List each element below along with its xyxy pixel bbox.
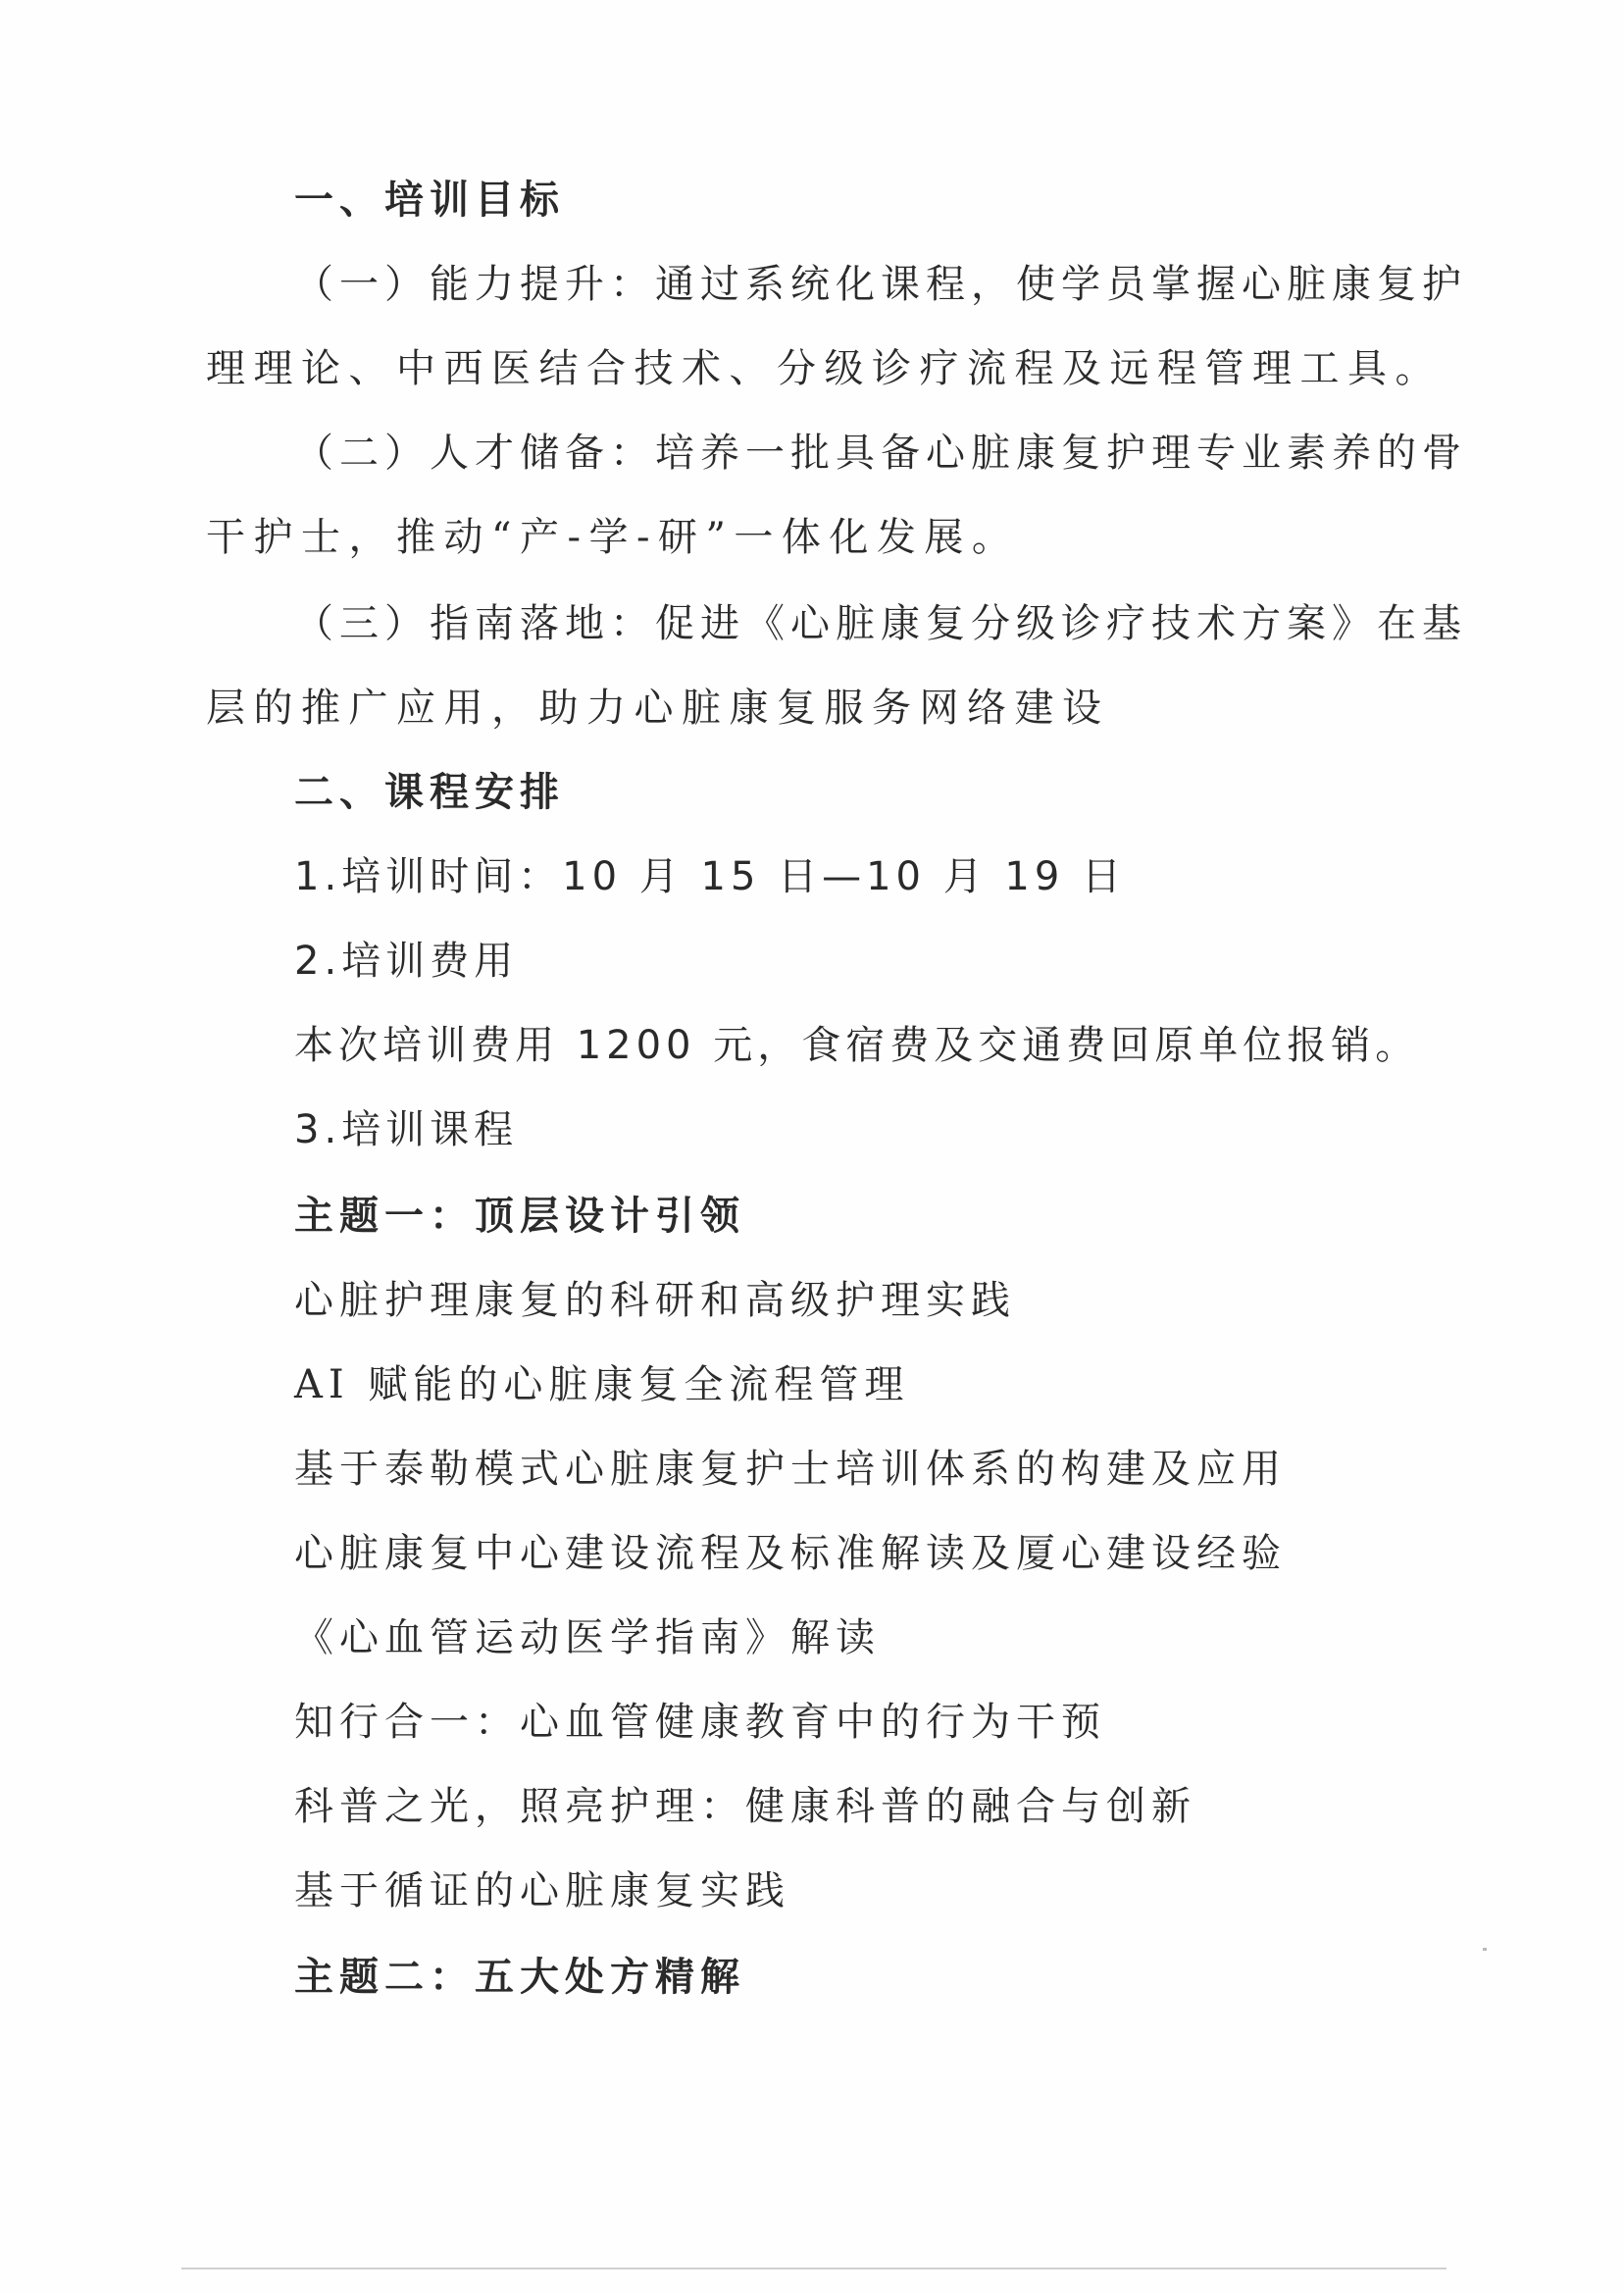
theme1-course-item: 科普之光，照亮护理：健康科普的融合与创新	[294, 1784, 1196, 1829]
scan-speck	[1483, 1948, 1487, 1951]
goal2-line1: （二）人才储备：培养一批具备心脏康复护理专业素养的骨	[294, 431, 1467, 476]
theme1-course-item: 《心血管运动医学指南》解读	[294, 1615, 881, 1660]
theme1-course-item: 知行合一：心血管健康教育中的行为干预	[294, 1700, 1106, 1745]
theme1-course-item: 基于循证的心脏康复实践	[294, 1868, 790, 1913]
training-course-title: 3.培训课程	[294, 1107, 519, 1152]
goal2-line2: 干护士，推动“产-学-研”一体化发展。	[206, 515, 1020, 560]
theme2-title: 主题二：五大处方精解	[294, 1954, 745, 2000]
goal3-line1: （三）指南落地：促进《心脏康复分级诊疗技术方案》在基	[294, 601, 1467, 646]
training-time: 1.培训时间：10 月 15 日—10 月 19 日	[294, 854, 1127, 899]
theme1-course-item: 基于泰勒模式心脏康复护士培训体系的构建及应用	[294, 1447, 1287, 1492]
theme1-course-item: 心脏康复中心建设流程及标准解读及厦心建设经验	[294, 1531, 1287, 1576]
training-fee-title: 2.培训费用	[294, 939, 519, 984]
goal1-line2: 理理论、中西医结合技术、分级诊疗流程及远程管理工具。	[206, 346, 1443, 391]
theme1-course-item: 心脏护理康复的科研和高级护理实践	[294, 1278, 1016, 1323]
theme1-title: 主题一：顶层设计引领	[294, 1193, 745, 1239]
goal1-line1: （一）能力提升：通过系统化课程，使学员掌握心脏康复护	[294, 262, 1467, 307]
section1-heading: 一、培训目标	[294, 177, 565, 223]
section2-heading: 二、课程安排	[294, 769, 565, 815]
scan-bottom-edge	[181, 2268, 1446, 2269]
theme1-course-item: AI 赋能的心脏康复全流程管理	[294, 1362, 910, 1407]
training-fee-text: 本次培训费用 1200 元，食宿费及交通费回原单位报销。	[294, 1023, 1420, 1068]
goal3-line2: 层的推广应用，助力心脏康复服务网络建设	[206, 686, 1110, 731]
